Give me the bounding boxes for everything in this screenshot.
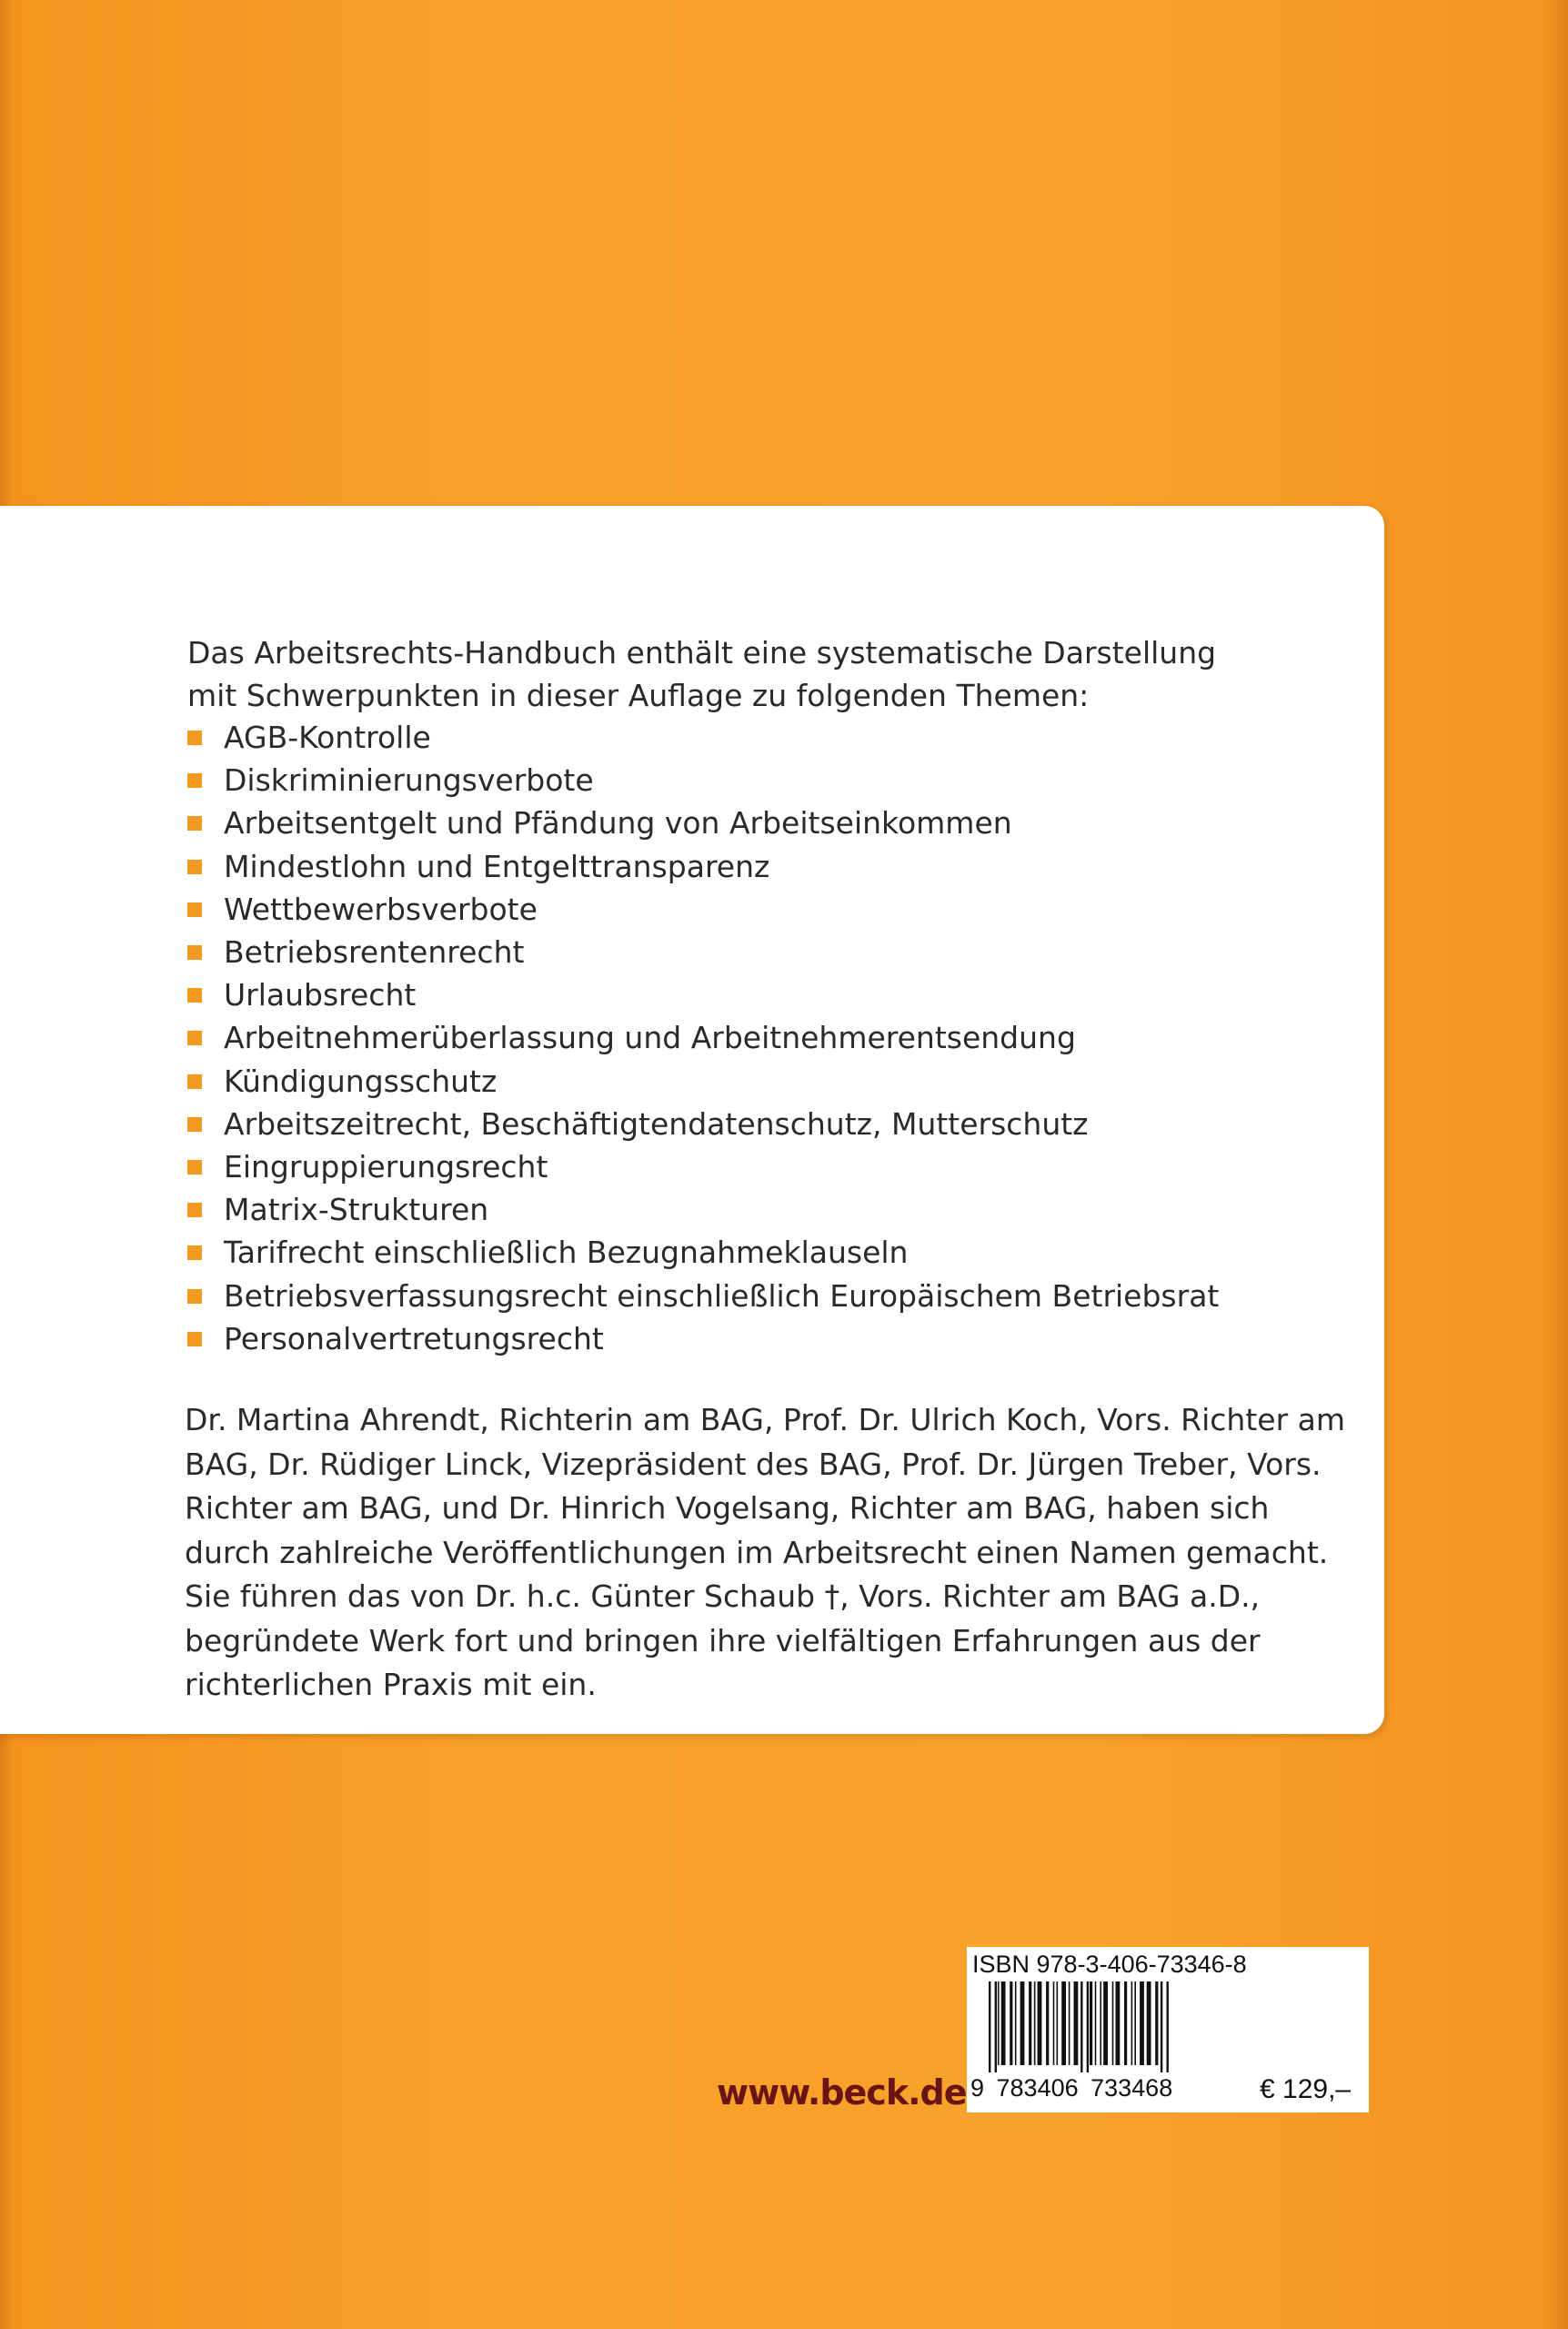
topic-label: Urlaubsrecht	[224, 977, 417, 1013]
bullet-square-icon	[187, 860, 202, 874]
publisher-website: www.beck.de	[717, 2072, 967, 2112]
barcode-bar	[1001, 1981, 1006, 2065]
list-item	[187, 802, 1219, 844]
barcode-graphic	[989, 1981, 1254, 2072]
topic-label: Tarifrecht einschließlich Bezugnahmeklauseln	[224, 1235, 909, 1271]
list-item	[187, 1016, 1219, 1059]
barcode-bar	[1053, 1981, 1055, 2065]
list-item	[187, 1188, 1219, 1231]
topic-list	[187, 716, 1219, 1360]
isbn-text: ISBN 978-3-406-73346-8	[972, 1951, 1247, 1978]
barcode-bar	[1020, 1981, 1025, 2065]
list-item	[187, 716, 1219, 759]
bullet-square-icon	[187, 1289, 202, 1304]
barcode-label	[967, 1947, 1369, 2112]
topic-label: Arbeitnehmerüberlassung und Arbeitnehmerentsendung	[224, 1020, 1076, 1056]
intro-text: Das Arbeitsrechts-Handbuch enthält eine systematische Darstellung mit Schwerpunkten in dieser Auflage zu folgenden Themen:	[187, 635, 1217, 713]
bullet-square-icon	[187, 1245, 202, 1260]
bullet-square-icon	[187, 731, 202, 745]
barcode-bar	[1140, 1981, 1144, 2065]
barcode-bar	[1010, 1981, 1012, 2065]
barcode-bar	[1100, 1981, 1101, 2065]
list-item	[187, 1103, 1219, 1145]
bullet-square-icon	[187, 1203, 202, 1217]
topic-label: AGB-Kontrolle	[224, 720, 431, 755]
bullet-square-icon	[187, 1074, 202, 1089]
topic-label: Personalvertretungsrecht	[224, 1320, 604, 1356]
bullet-square-icon	[187, 1332, 202, 1346]
barcode-bar	[1038, 1981, 1042, 2065]
bullet-square-icon	[187, 1160, 202, 1175]
barcode-digits: 9 783406 733468	[970, 2074, 1173, 2102]
list-item	[187, 888, 1219, 931]
list-item	[187, 1060, 1219, 1103]
barcode-bar	[1112, 1981, 1114, 2065]
authors-paragraph: Dr. Martina Ahrendt, Richterin am BAG, Prof. Dr. Ulrich Koch, Vors. Richter am BAG, Dr. Rüdiger Linck, Vizepräsident des BAG, Prof. Dr. Jürgen Treber, Vors. Richter am BAG, und Dr. Hinrich Vogelsang, Richter am BAG, haben sich durch zahlreiche Veröffentlichungen im Arbeitsrecht einen Namen gemacht. Sie führen das von Dr. h.c. Günter Schaub †, Vors. Richter am BAG a.D., begründete Werk fort und bringen ihre vielfältigen Erfahrungen aus der richterlichen Praxis mit ein.	[185, 1402, 1345, 1702]
bullet-square-icon	[187, 1031, 202, 1045]
barcode-bar	[1167, 1981, 1169, 2072]
list-item	[187, 1317, 1219, 1360]
barcode-bar	[1116, 1981, 1121, 2065]
barcode-bar	[1057, 1981, 1059, 2065]
barcode-bar	[995, 1981, 997, 2072]
barcode-bar	[1155, 1981, 1158, 2065]
barcode-bar	[1069, 1981, 1070, 2065]
list-item	[187, 931, 1219, 973]
list-item	[187, 1145, 1219, 1188]
list-item	[187, 759, 1219, 802]
barcode-bar	[989, 1981, 990, 2072]
barcode-bar	[1061, 1981, 1066, 2065]
barcode-bar	[1081, 1981, 1082, 2072]
barcode-bar	[1147, 1981, 1151, 2065]
barcode-bar	[1015, 1981, 1017, 2065]
bullet-square-icon	[187, 988, 202, 1003]
bullet-square-icon	[187, 773, 202, 788]
barcode-bar	[1029, 1981, 1031, 2065]
barcode-bar	[1134, 1981, 1136, 2065]
barcode-bar	[1103, 1981, 1108, 2065]
list-item	[187, 1275, 1219, 1317]
list-item	[187, 1231, 1219, 1274]
barcode-bar	[998, 1981, 1000, 2065]
topic-label: Betriebsrentenrecht	[224, 934, 525, 971]
bullet-square-icon	[187, 945, 202, 960]
barcode-bar	[1087, 1981, 1089, 2072]
cover-edge-right	[1544, 0, 1568, 2329]
topic-label: Diskriminierungsverbote	[224, 762, 594, 799]
topic-label: Matrix-Strukturen	[224, 1192, 489, 1228]
barcode-bar	[1131, 1981, 1133, 2065]
barcode-bar	[1090, 1981, 1092, 2065]
topic-label: Arbeitszeitrecht, Beschäftigtendatenschutz, Mutterschutz	[224, 1105, 1089, 1142]
topic-label: Betriebsverfassungsrecht einschließlich Europäischem Betriebsrat	[224, 1277, 1220, 1314]
barcode-bar	[1074, 1981, 1079, 2065]
barcode-bar	[1034, 1981, 1036, 2065]
price-label: € 129,–	[1260, 2074, 1352, 2104]
topic-label: Arbeitsentgelt und Pfändung von Arbeitseinkommen	[224, 805, 1012, 842]
list-item	[187, 845, 1219, 888]
barcode-bar	[1124, 1981, 1127, 2065]
barcode-bar	[1046, 1981, 1049, 2065]
topic-label: Kündigungsschutz	[224, 1063, 498, 1099]
topic-label: Wettbewerbsverbote	[224, 891, 538, 927]
bullet-square-icon	[187, 902, 202, 917]
barcode-bar	[1095, 1981, 1097, 2065]
list-item	[187, 973, 1219, 1016]
bullet-square-icon	[187, 816, 202, 831]
bullet-square-icon	[187, 1117, 202, 1132]
topic-label: Eingruppierungsrecht	[224, 1149, 548, 1185]
barcode-bar	[1161, 1981, 1162, 2072]
topic-label: Mindestlohn und Entgelttransparenz	[224, 848, 770, 884]
